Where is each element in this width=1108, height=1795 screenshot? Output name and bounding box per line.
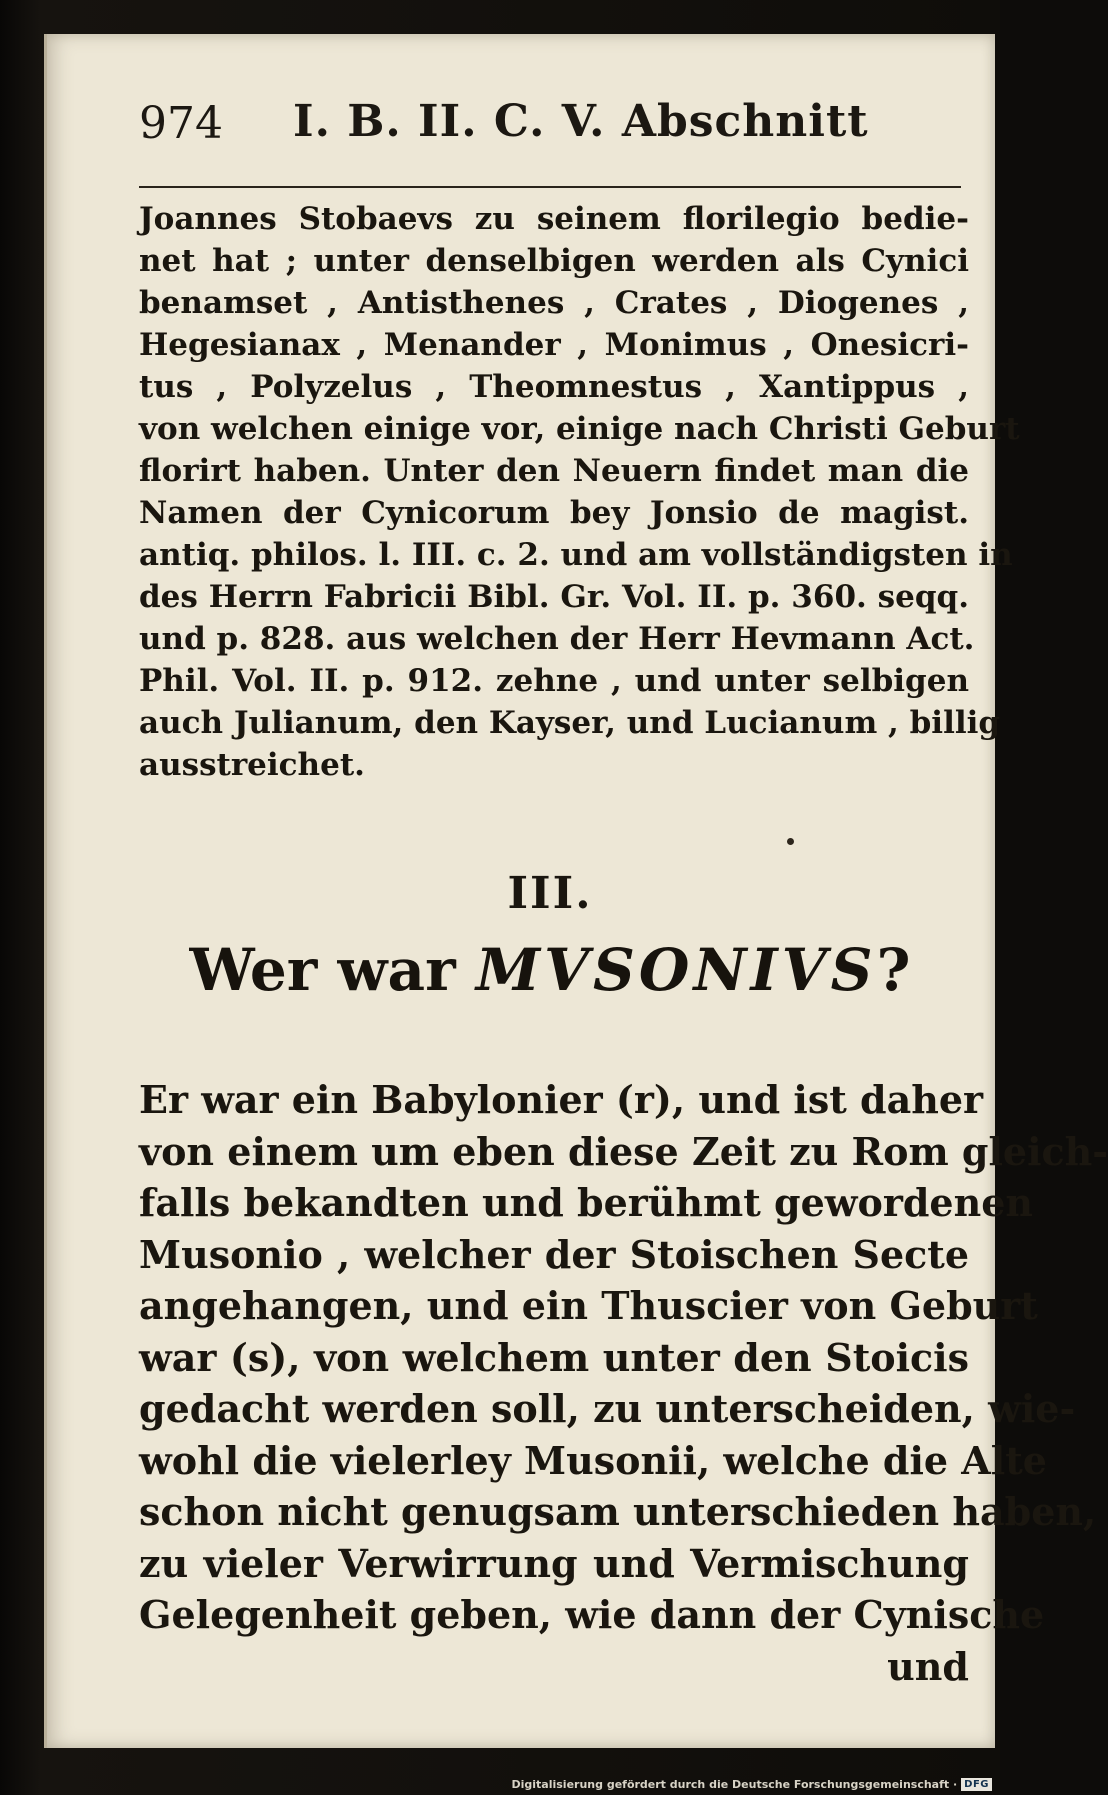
section-title-prefix: Wer war bbox=[189, 936, 456, 1004]
section-title-name: MVSONIVS bbox=[475, 936, 877, 1004]
dfg-logo: DFG bbox=[961, 1778, 992, 1791]
page-content bbox=[139, 90, 1108, 1689]
header-title: I. B. II. C. V. Abschnitt bbox=[293, 96, 869, 147]
section-numeral: III. bbox=[507, 868, 593, 919]
page-number: 974 bbox=[139, 98, 223, 149]
paragraph-2 bbox=[139, 1074, 1108, 1692]
text-line: Phil. Vol. II. p. 912. zehne , und unter selbigen bbox=[139, 663, 969, 699]
text-line: und p. 828. aus welchen der Herr Hevmann Act. bbox=[139, 621, 975, 657]
text-line: angehangen, und ein Thuscier von Geburt bbox=[139, 1283, 1038, 1328]
paragraph-1 bbox=[139, 198, 1020, 786]
text-line: Er war ein Babylonier (r), und ist daher bbox=[139, 1077, 984, 1122]
text-line: von welchen einige vor, einige nach Christi Geburt bbox=[139, 411, 1020, 447]
text-line: net hat ; unter denselbigen werden als Cynici bbox=[139, 243, 969, 279]
text-line: wohl die vielerley Musonii, welche die Alte bbox=[139, 1437, 1047, 1483]
ink-spot bbox=[787, 838, 794, 845]
text-line: gedacht werden soll, zu unterscheiden, wie- bbox=[139, 1386, 1076, 1431]
text-line: des Herrn Fabricii Bibl. Gr. Vol. II. p. 360. seqq. bbox=[139, 579, 969, 615]
book-page bbox=[44, 34, 1108, 1748]
section-title bbox=[139, 936, 961, 1004]
section-title-suffix: ? bbox=[876, 936, 911, 1004]
digitization-footer bbox=[511, 1778, 992, 1791]
text-line: schon nicht genugsam unterschieden haben, bbox=[139, 1489, 1097, 1534]
text-line: Gelegenheit geben, wie dann der Cynische bbox=[139, 1592, 1045, 1637]
text-line: benamset , Antisthenes , Crates , Diogenes , bbox=[139, 285, 969, 321]
text-line: falls bekandten und berühmt gewordenen bbox=[139, 1180, 1034, 1225]
header-rule bbox=[139, 186, 961, 188]
text-line: Hegesianax , Menander , Monimus , Onesicri- bbox=[139, 327, 969, 363]
text-line: Musonio , welcher der Stoischen Secte bbox=[139, 1231, 969, 1277]
footer-text: Digitalisierung gefördert durch die Deutsche Forschungsgemeinschaft · bbox=[511, 1778, 958, 1791]
text-line: tus , Polyzelus , Theomnestus , Xantippus , bbox=[139, 369, 969, 405]
text-line: antiq. philos. l. III. c. 2. und am vollständigsten in bbox=[139, 537, 1013, 573]
text-line: Namen der Cynicorum bey Jonsio de magist. bbox=[139, 495, 969, 531]
text-line: von einem um eben diese Zeit zu Rom gleich- bbox=[139, 1128, 1108, 1174]
catchword: und bbox=[887, 1643, 969, 1689]
text-line: war (s), von welchem unter den Stoicis bbox=[139, 1334, 969, 1380]
text-line: auch Julianum, den Kayser, und Lucianum , billig bbox=[139, 705, 1001, 741]
text-line: ausstreichet. bbox=[139, 747, 365, 783]
text-line: florirt haben. Unter den Neuern findet man die bbox=[139, 453, 969, 489]
text-line: Joannes Stobaevs zu seinem florilegio bedie- bbox=[139, 201, 969, 237]
running-header bbox=[139, 90, 1009, 160]
text-line: zu vieler Verwirrung und Vermischung bbox=[139, 1540, 969, 1586]
